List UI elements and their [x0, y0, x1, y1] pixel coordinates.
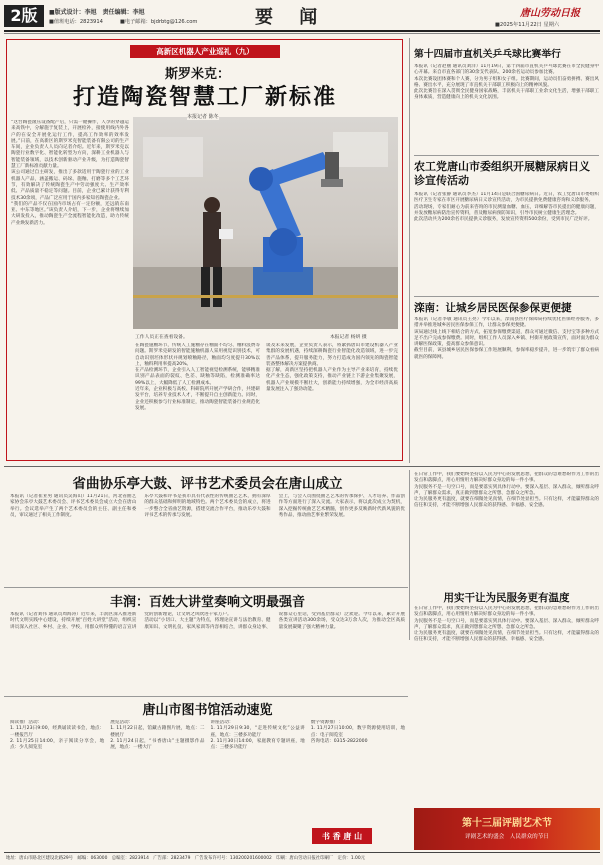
opinion-text: 在日常工作中，我们要始终坚持以人民为中心的发展思想，把群众的急难愁盼作为工作的出发点和落脚点，用心用情用力解决好群众身边的每一件小事。 为民服务不是一句空口号，而是要落实到具体行动中。要深入基层、深入群众，倾听群众呼声，了解群众需求，真正做到想群众之所想、急群众之所急。 让为民服务更有温度，就要在细微处见真情，在细节处显担当。只有这样，才能赢得群众的信任和支持，才能不断增强人民群众的获得感、幸福感、安全感。: [414, 606, 599, 643]
opinion-article: [414, 606, 599, 801]
feature-col-1: [11, 120, 129, 456]
photo-credit: 本报记者 杨妍 摄: [330, 335, 367, 340]
feature-col-2-text: 在陶瓷施釉环节，传统人工施釉存在釉面不均匀、釉料浪费等问题。斯罗米克研发的智能施釉机器人采用视觉识别技术，可自动识别坯体形状并规划喷釉路径，釉面均匀度提升30%以上，釉料利用率提高20%。 在产品检测环节，企业引入人工智能视觉检测系统，能够精准识别产品表面的裂纹、色差、缺釉等缺陷，检测准确率达99%以上，大幅降低了人工检测成本。 近年来，企业积极与高校、科研院所开展产学研合作，共建研发平台，培养专业技术人才，不断提升自主创新能力。同时，企业还积极参与行业标准制定，推动陶瓷智能装备行业规范化发展。: [135, 343, 260, 411]
robot-photo: [133, 117, 398, 329]
library-rule: [4, 696, 408, 697]
right-rule-1: [414, 155, 599, 156]
quyi-headline: 省曲协乐亭大鼓、评书艺术委员会在唐山成立: [72, 476, 343, 492]
fengrun-text: 本报讯（记者刘伟 通讯员周海涛）近年来，丰润区深入推进新时代文明实践中心建设，持续开展“百姓大讲堂”活动，组织宣讲员深入社区、乡村、企业、学校，用群众听得懂的语言宣讲党的创新理论，让文明之风吹进千家万户。 活动以“小切口、大主题”为特点，将理论宣讲与法治教育、健康知识、文明礼仪、家风家训等内容相结合，讲群众身边事、说群众心里话，受到基层群众广泛欢迎。今年以来，累计开展各类宣讲活动300余场，受众达3万余人次，为推动全区高质量发展凝聚了强大精神力量。: [10, 612, 405, 630]
issue-date: ■2025年11月22日 星期六: [495, 22, 560, 28]
poster-title: 第十三届评剧艺术节: [462, 818, 552, 829]
feature-kicker: 斯罗米克：: [165, 67, 231, 82]
quyi-text: 本报讯（记者崔亚男 通讯员吴海山）11月21日，河北省曲艺家协会乐亭大鼓艺术委员会、评书艺术委员会成立大会在唐山举行。会议选举产生了两个艺术委员会的主任、副主任和委员，审议通过了相关工作制度。 乐亭大鼓和评书是我市具有代表性的传统曲艺艺术，拥有深厚的群众基础和鲜明的地域特色。两个艺术委员会的成立，将进一步整合全省曲艺资源，搭建交流合作平台，推动乐亭大鼓和评书艺术的传承与发展。 会上，与会人员围绕曲艺艺术的传承保护、人才培养、作品创作等方面进行了深入交流。大家表示，将以此次成立为契机，深入挖掘传统曲艺艺术精髓，创作更多反映新时代新风貌的优秀作品，推动曲艺事业繁荣发展。: [10, 494, 405, 518]
feature-col-3-text: 谈及未来发展，企业负责人表示，将紧抓唐山市建设机器人产业集群的发展机遇，持续深耕陶瓷行业智能化改造领域，进一步完善产品体系，提升服务能力，努力打造成为国内领先的陶瓷智能装备整体解决方案提供商。 据了解，高新区坚持把机器人产业作为主导产业来培育，持续优化产业生态，强化政策支持，推动产业链上下游企业集聚发展，机器人产业规模不断壮大，创新能力持续增强，为全市经济高质量发展注入了强劲动能。: [266, 343, 398, 393]
mid-rule-top: [4, 466, 600, 467]
library-headline: 唐山市图书馆活动速览: [142, 703, 273, 718]
feature-col-1-text: “这台陶瓷滚压设备配产后，只需一键操作，人孕的穿越运来高铁中，分解施于复装上，开展检补，接使用线内外各户的在安全开展化运行工作，提高工作效率的效率发展。”日前，在高新区的斯罗米克智能装备有限公司的生产车间，企业负责人人员向记者介绍。近年来，斯罗米克以陶瓷行业数字化、智能化转型为方向，深耕工业机器人与智能装备领域，以技术创新驱动产业升级，为打造陶瓷智慧工厂新标准贡献力量。 该公司通过自主研发，推出了多款适用于陶瓷行业的工业机器人产品，涵盖搬运、码垛、施釉、打磨等多个工艺环节，有效解决了传统陶瓷生产中劳动强度大、生产效率低、产品质量不稳定等问题。目前，企业已累计获得专利技术30余项，产品广泛应用于国内多家知名陶瓷企业。 “我们的产品不仅在国内市场占有一定份额，还远销东南亚、中东等地区。”该负责人介绍，下一步，企业将继续加大研发投入，推动陶瓷生产全流程智能化改造，助力传统产业焕发新活力。: [11, 120, 129, 226]
pingpong-article: [414, 64, 599, 152]
library-schedule-text: 阅读推广活动： 1. 11月23日9:00，经典诵读读书会，地点：一楼报告厅 2. 11月25日14:00，亲子阅读分享会，地点：少儿阅览室 展览活动： 1. 11月22日起，馆藏古籍图片展，地点：二楼展厅 2. 11月24日起，“书香唐山”主题摄影作品展，地点：一楼大厅 讲座活动： 1. 11月29日9:30，“走进传统文化”公益讲座，地点：三楼多功能厅 2. 11月30日14:00，家庭教育专题讲座，地点：三楼多功能厅 数字资源推广： 1. 11月27日10:00，数字资源使用培训，地点：电子阅览室 咨询电话：0315-2822000: [10, 720, 405, 751]
page-number: 2版: [10, 6, 38, 25]
right-rule-2: [414, 296, 599, 297]
footer-info: 地址：唐山市路北区建设北路29号 邮编：063000 总编室：2823914 广告部：2823479 广告发布许可号：130200201600002 印刷：唐山劳动日报社印刷厂 定价：1.00元: [6, 856, 366, 861]
photo-caption: 工作人员正在查看设备。: [135, 335, 188, 340]
pingpong-text: 本报讯（记者赵丽 通讯员刘洋）11月19日，第十四届市直机关乒乓球比赛在市全民健身中心开幕。来自市直各部门的30余支代表队、200余名运动员参加比赛。 本次比赛设团体赛和个人赛，分为男子组和女子组。比赛期间，运动员们奋勇拼搏、赛出风格、赛出水平，充分展现了市直机关干部职工积极向上的精神风貌。 此次比赛旨在深入贯彻全民健身国家战略，丰富机关干部职工业余文化生活，增强干部职工身体素质，营造健康向上的机关文化氛围。: [414, 64, 599, 101]
fengrun-headline: 丰润：百姓大讲堂奏响文明最强音: [109, 595, 305, 610]
diabetes-article: [414, 192, 599, 292]
opinion-lead-text: 在日常工作中，我们要始终坚持以人民为中心的发展思想，把群众的急难愁盼作为工作的出发点和落脚点，用心用情用力解决好群众身边的每一件小事。 为民服务不是一句空口号，而是要落实到具体行动中。要深入基层、深入群众，倾听群众呼声，了解群众需求，真正做到想群众之所想、急群众之所急。 让为民服务更有温度，就要在细微处见真情，在细节处显担当。只有这样，才能赢得群众的信任和支持，才能不断增强人民群众的获得感、幸福感、安全感。: [414, 472, 599, 509]
diabetes-text: 本报讯（记者张静 通讯员李杰）11月14日是联合国糖尿病日。近日，农工党唐山市委组织医疗卫生专家在市区开展糖尿病日义诊宣传活动，为市民提供免费健康咨询和义诊服务。 活动现场，专家们耐心为前来咨询的市民测量血糖、血压，详细解答市民提出的健康问题，并发放糖尿病防治宣传资料，普及糖尿病预防知识，引导市民树立健康生活理念。 此次活动共为200余名市民提供义诊服务，发放宣传资料500余份，受到市民广泛好评。: [414, 192, 599, 223]
pingju-poster: [414, 808, 600, 850]
poster-subtitle: 评剧艺术的盛会 人民群众的节日: [465, 834, 549, 840]
right-column-divider: [409, 38, 410, 463]
diabetes-headline: 农工党唐山市委组织开展糖尿病日义诊宣传活动: [414, 160, 590, 187]
section-title: 要 闻: [255, 7, 328, 28]
luannan-article: [414, 317, 599, 459]
feature-col-3: [266, 343, 398, 456]
fengrun-rule: [4, 587, 408, 588]
luannan-headline: 滦南：让城乡居民医保参保更便捷: [414, 302, 572, 314]
phone-line: ■值班电话：2823914: [49, 19, 103, 25]
luannan-text: 本报讯（记者李敏 通讯员王亮）今年以来，滦南县医疗保障局持续优化医保经办服务，多措并举推进城乡居民医保参保工作，让群众参保更便捷。 该局通过线上线下相结合的方式，拓宽参保缴费渠道，群众可通过微信、支付宝等多种方式足不出户完成参保缴费。同时，组织工作人员深入乡镇、村街开展政策宣传，面对面为群众讲解医保政策，提高群众参保意识。 截至目前，该县城乡居民医保参保工作进展顺利，参保率稳步提升，进一步筑牢了群众看病就医的保障网。: [414, 317, 599, 360]
feature-col-2: [135, 343, 260, 456]
opinion-headline: 用实干让为民服务更有温度: [443, 592, 570, 604]
pingpong-headline: 第十四届市直机关乒乓球比赛举行: [414, 49, 561, 60]
opinion-lead: [414, 472, 599, 582]
email-line: ■电子邮箱：bjdrbtg@126.com: [120, 19, 198, 25]
header-rule: [4, 30, 600, 32]
footer-rule: [4, 852, 600, 853]
newspaper-logo: 唐山劳动日报: [520, 8, 580, 19]
series-banner: [130, 45, 280, 58]
series-banner-text: 高新区机器人产业巡礼（九）: [156, 47, 254, 56]
feature-headline: 打造陶瓷智慧工厂新标准: [72, 84, 337, 110]
editor-line: ■版式设计：李旭 责任编辑：李旭: [49, 9, 145, 16]
header-rule-thin: [4, 33, 600, 34]
byline-text: 本报记者 陈冬: [187, 114, 219, 120]
page-number-box: [4, 5, 44, 27]
library-banner-text: 书 香 唐 山: [321, 831, 363, 841]
quyi-article: [10, 494, 405, 584]
robot-illustration: [133, 117, 398, 329]
fengrun-article: [10, 612, 405, 692]
mid-divider: [409, 470, 410, 640]
feature-byline-visible: [187, 113, 219, 120]
library-banner: [312, 828, 372, 844]
